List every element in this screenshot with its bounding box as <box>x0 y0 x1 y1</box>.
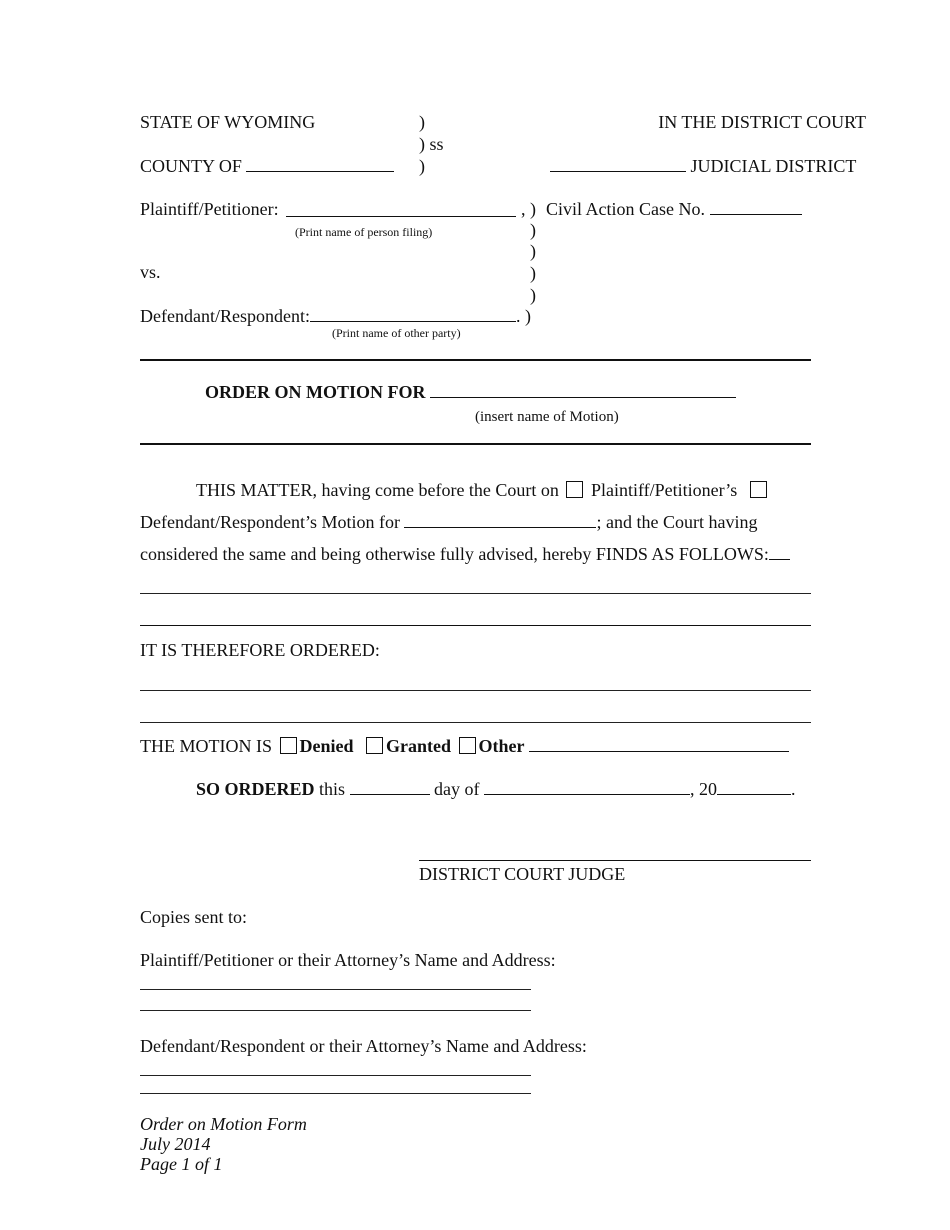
case-number-row <box>546 198 802 220</box>
body-line-3 <box>140 543 790 565</box>
order-line[interactable] <box>140 690 811 691</box>
footer-page: Page 1 of 1 <box>140 1154 223 1174</box>
divider <box>140 443 811 445</box>
plaintiff-address-line[interactable] <box>140 989 531 990</box>
body-text: Plaintiff/Petitioner’s <box>590 480 738 500</box>
findings-line[interactable] <box>140 593 811 594</box>
other-field[interactable] <box>529 736 789 752</box>
so-ordered-row <box>196 778 796 800</box>
footer-form-name: Order on Motion Form <box>140 1114 307 1134</box>
defendant-label: Defendant/Respondent: <box>140 306 310 326</box>
ordered-label: IT IS THEREFORE ORDERED: <box>140 640 380 660</box>
defendant-address-line[interactable] <box>140 1075 531 1076</box>
county-field[interactable] <box>246 156 394 172</box>
granted-checkbox[interactable] <box>366 737 383 754</box>
plaintiff-label: Plaintiff/Petitioner: <box>140 199 279 219</box>
copies-plaintiff-label: Plaintiff/Petitioner or their Attorney’s Name and Address: <box>140 950 556 970</box>
case-number-field[interactable] <box>710 199 802 215</box>
findings-line[interactable] <box>140 625 811 626</box>
so-ordered-text: this <box>319 779 346 799</box>
state-label: STATE OF WYOMING <box>140 112 316 132</box>
defendant-checkbox[interactable] <box>750 481 767 498</box>
copies-label: Copies sent to: <box>140 907 247 927</box>
case-number-label: Civil Action Case No. <box>546 199 705 219</box>
denied-checkbox[interactable] <box>280 737 297 754</box>
year-field[interactable] <box>717 779 791 795</box>
caption-ss: ) ss <box>419 134 444 154</box>
body-text: ; and the Court having <box>596 512 758 532</box>
judicial-district-label: JUDICIAL DISTRICT <box>690 156 857 176</box>
defendant-address-line[interactable] <box>140 1093 531 1094</box>
divider <box>140 359 811 361</box>
defendant-suffix: . ) <box>515 306 531 326</box>
order-title-row <box>205 381 736 403</box>
caption-paren: ) <box>530 220 536 240</box>
caption-paren: ) <box>530 285 536 305</box>
other-label: Other <box>478 736 525 756</box>
body-text: THIS MATTER, having come before the Court on <box>196 480 559 500</box>
motion-disposition-row <box>140 735 789 757</box>
denied-label: Denied <box>299 736 354 756</box>
defendant-hint: (Print name of other party) <box>332 326 461 340</box>
body-text: Defendant/Respondent’s Motion for <box>140 512 400 532</box>
motion-label: THE MOTION IS <box>140 736 272 756</box>
caption-paren: ) <box>530 263 536 283</box>
motion-name-hint: (insert name of Motion) <box>475 409 619 425</box>
vs-label: vs. <box>140 262 161 282</box>
so-ordered-text: . <box>791 779 796 799</box>
county-row <box>140 155 394 177</box>
county-label: COUNTY OF <box>140 156 242 176</box>
findings-field[interactable] <box>769 544 790 560</box>
order-line[interactable] <box>140 722 811 723</box>
body-text: considered the same and being otherwise fully advised, hereby FINDS AS FOLLOWS: <box>140 544 769 564</box>
body-line-1 <box>196 479 770 501</box>
granted-label: Granted <box>386 736 451 756</box>
motion-name-field[interactable] <box>430 382 736 398</box>
defendant-name-field[interactable] <box>310 306 516 322</box>
plaintiff-suffix: , ) <box>521 199 536 219</box>
caption-paren: ) <box>530 241 536 261</box>
footer-date: July 2014 <box>140 1134 211 1154</box>
plaintiff-address-line[interactable] <box>140 1010 531 1011</box>
judge-signature-line[interactable] <box>419 860 811 861</box>
plaintiff-checkbox[interactable] <box>566 481 583 498</box>
so-ordered-text: , 20 <box>690 779 718 799</box>
other-checkbox[interactable] <box>459 737 476 754</box>
defendant-row <box>140 305 531 327</box>
court-label: IN THE DISTRICT COURT <box>658 112 866 132</box>
copies-defendant-label: Defendant/Respondent or their Attorney’s Name and Address: <box>140 1036 587 1056</box>
district-number-field[interactable] <box>550 156 686 172</box>
caption-paren: ) <box>419 112 425 132</box>
so-ordered-text: day of <box>434 779 480 799</box>
so-ordered-label: SO ORDERED <box>196 779 315 799</box>
motion-for-field[interactable] <box>404 512 596 528</box>
judge-label: DISTRICT COURT JUDGE <box>419 864 626 884</box>
caption-paren: ) <box>419 156 425 176</box>
plaintiff-name-field[interactable] <box>286 216 516 217</box>
day-field[interactable] <box>350 779 430 795</box>
order-title: ORDER ON MOTION FOR <box>205 382 426 402</box>
plaintiff-hint: (Print name of person filing) <box>295 225 433 239</box>
body-line-2 <box>140 511 757 533</box>
month-field[interactable] <box>484 779 690 795</box>
judicial-district-row <box>550 155 856 177</box>
